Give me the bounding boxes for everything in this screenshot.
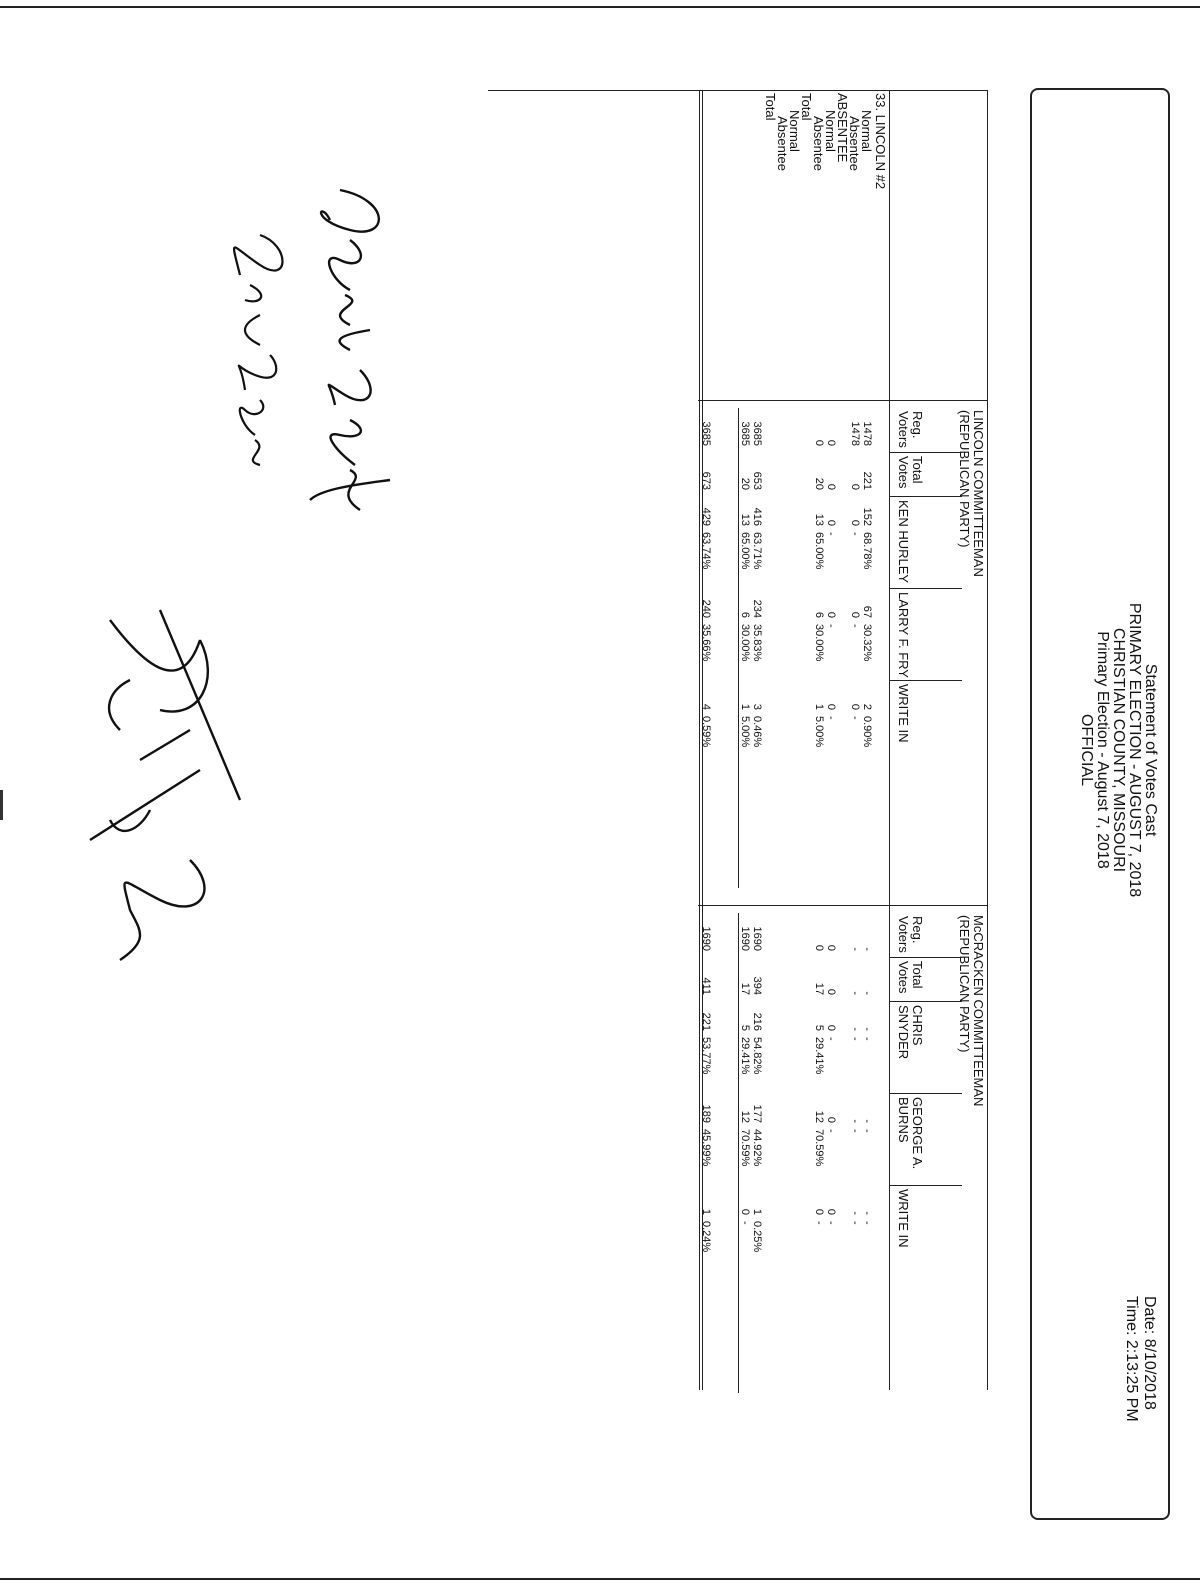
- table-cell-percent: 70.59%: [739, 1129, 751, 1167]
- table-cell: 0: [813, 439, 825, 446]
- table-cell: 12: [813, 1110, 825, 1123]
- table-cell: 1690: [700, 926, 712, 951]
- row-label: Total: [763, 93, 778, 121]
- column-header-line: BURNS: [896, 1097, 911, 1143]
- table-cell-percent: 63.71%: [751, 532, 763, 570]
- table-cell: 13: [813, 513, 825, 526]
- precinct-name: 33. LINCOLN #2: [873, 93, 888, 190]
- report-datetime: [1122, 1296, 1158, 1476]
- table-cell-percent: 30.00%: [739, 624, 751, 662]
- table-cell-percent: -: [861, 1037, 873, 1041]
- table-cell-percent: -: [849, 624, 861, 628]
- table-cell: 1: [813, 703, 825, 710]
- table-cell: 17: [813, 982, 825, 995]
- table-cell: 1478: [849, 421, 861, 446]
- column-header-line: GEORGE A.: [910, 1097, 925, 1170]
- section-title: McCRACKEN COMMITTEEMAN: [971, 915, 986, 1107]
- row-label: Absentee: [811, 116, 826, 171]
- table-cell: 20: [739, 477, 751, 490]
- table-cell-percent: -: [825, 716, 837, 720]
- row-label: Absentee: [775, 116, 790, 171]
- table-cell-percent: -: [825, 1129, 837, 1133]
- table-cell: 1: [751, 1208, 763, 1215]
- table-cell-percent: 0.25%: [751, 1221, 763, 1253]
- table-cell: 240: [700, 599, 712, 618]
- column-header-line: Voters: [896, 916, 911, 953]
- table-cell: 221: [700, 1012, 712, 1031]
- table-cell: 1: [739, 703, 751, 710]
- table-cell: 2: [861, 703, 873, 710]
- table-cell: 67: [861, 605, 873, 618]
- table-cell: 0: [849, 483, 861, 490]
- table-cell-percent: 5.00%: [813, 716, 825, 748]
- table-cell: 221: [861, 471, 873, 490]
- table-cell-percent: -: [849, 532, 861, 536]
- table-cell-percent: 35.66%: [700, 624, 712, 662]
- column-header-line: KEN HURLEY: [896, 500, 911, 584]
- column-header: [890, 957, 962, 1001]
- table-cell: -: [861, 947, 873, 951]
- table-cell: 216: [751, 1012, 763, 1031]
- table-cell: 0: [825, 439, 837, 446]
- table-cell: 17: [739, 982, 751, 995]
- statement-title: Statement of Votes Cast: [1142, 663, 1159, 837]
- column-header: [890, 408, 962, 452]
- table-left-rule: [488, 90, 988, 91]
- table-cell: 1690: [751, 926, 763, 951]
- table-cell-percent: 0.59%: [700, 716, 712, 748]
- section-title: LINCOLN COMMITTEEMAN: [971, 410, 986, 577]
- table-cell: 13: [739, 513, 751, 526]
- column-header-line: Reg.: [910, 916, 925, 944]
- table-cell: 0: [825, 483, 837, 490]
- column-header: [890, 496, 962, 588]
- table-cell-percent: 0.24%: [700, 1221, 712, 1253]
- column-header-line: Reg.: [910, 411, 925, 439]
- row-label: Normal: [859, 110, 874, 152]
- official-status: OFFICIAL: [1078, 713, 1095, 786]
- table-cell: 3685: [700, 421, 712, 446]
- table-cell: 4: [700, 703, 712, 710]
- table-cell: 20: [813, 477, 825, 490]
- table-cell-percent: -: [739, 1221, 751, 1225]
- column-header-line: Total: [910, 961, 925, 989]
- column-header-line: Voters: [896, 411, 911, 448]
- table-cell: -: [861, 1119, 873, 1123]
- table-cell: 6: [813, 611, 825, 618]
- table-cell: 429: [700, 507, 712, 526]
- table-cell: -: [849, 947, 861, 951]
- table-cell: 1690: [739, 926, 751, 951]
- table-cell: 0: [825, 944, 837, 951]
- table-cell: -: [849, 1027, 861, 1031]
- table-cell: -: [849, 991, 861, 995]
- column-header: [890, 1093, 962, 1185]
- report-date: Date: 8/10/2018: [1141, 1296, 1158, 1410]
- table-cell: 0: [825, 1116, 837, 1123]
- table-cell-percent: 30.00%: [813, 624, 825, 662]
- table-cell-percent: 5.00%: [739, 716, 751, 748]
- table-cell: 394: [751, 976, 763, 995]
- table-cell: -: [861, 991, 873, 995]
- row-label: Total: [799, 93, 814, 121]
- election-title: PRIMARY ELECTION - AUGUST 7, 2018: [1126, 602, 1143, 898]
- table-cell: -: [861, 1211, 873, 1215]
- table-cell-percent: 65.00%: [739, 532, 751, 570]
- table-cell-percent: 0.90%: [861, 716, 873, 748]
- table-cell-percent: 53.77%: [700, 1037, 712, 1075]
- table-cell: 0: [825, 519, 837, 526]
- table-cell: 0: [825, 703, 837, 710]
- column-header-line: Total: [910, 456, 925, 484]
- table-cell: 1478: [861, 421, 873, 446]
- signature-3: [60, 600, 260, 980]
- column-header: [890, 913, 962, 957]
- table-cell: -: [849, 1211, 861, 1215]
- table-cell: -: [861, 1027, 873, 1031]
- table-cell-percent: 68.78%: [861, 532, 873, 570]
- table-cell-percent: -: [825, 1221, 837, 1225]
- column-header-line: WRITE IN: [896, 1189, 911, 1248]
- table-cell-percent: 54.82%: [751, 1037, 763, 1075]
- county-name: CHRISTIAN COUNTY, MISSOURI: [1110, 627, 1127, 873]
- table-cell-percent: -: [813, 1221, 825, 1225]
- table-cell-percent: 70.59%: [813, 1129, 825, 1167]
- column-header-line: Votes: [896, 456, 911, 489]
- subtotal-rule: [738, 913, 739, 1393]
- row-label: Absentee: [847, 116, 862, 171]
- signature-1: [290, 180, 410, 540]
- table-cell-percent: 35.83%: [751, 624, 763, 662]
- table-cell-percent: 63.74%: [700, 532, 712, 570]
- section-separator: [698, 400, 988, 401]
- table-cell: 0: [825, 1024, 837, 1031]
- table-cell-percent: 29.41%: [813, 1037, 825, 1075]
- table-cell-percent: -: [849, 1221, 861, 1225]
- section-party: (REPUBLICAN PARTY): [957, 410, 972, 548]
- table-cell: 653: [751, 471, 763, 490]
- table-cell-percent: -: [861, 1129, 873, 1133]
- table-cell-percent: -: [825, 532, 837, 536]
- column-header-line: SNYDER: [896, 1005, 911, 1060]
- column-header-line: LARRY F. FRY: [896, 592, 911, 678]
- table-cell: 411: [700, 977, 712, 995]
- table-cell-percent: -: [849, 1037, 861, 1041]
- row-label: Normal: [823, 110, 838, 152]
- table-cell: 0: [813, 944, 825, 951]
- table-cell-percent: 44.92%: [751, 1129, 763, 1167]
- table-cell: 3685: [739, 421, 751, 446]
- table-cell: 3685: [751, 421, 763, 446]
- column-header-line: WRITE IN: [896, 684, 911, 743]
- table-cell: -: [849, 1119, 861, 1123]
- table-cell: 12: [739, 1110, 751, 1123]
- report-title: [1078, 300, 1158, 1200]
- table-cell-percent: -: [825, 1037, 837, 1041]
- table-cell: 0: [825, 988, 837, 995]
- table-cell-percent: 0.46%: [751, 716, 763, 748]
- election-subtitle: Primary Election - August 7, 2018: [1094, 631, 1111, 869]
- column-header: [890, 452, 962, 496]
- table-cell: 177: [751, 1104, 763, 1123]
- table-cell: 0: [849, 519, 861, 526]
- table-cell: 189: [700, 1104, 712, 1123]
- report-time: Time: 2:13:25 PM: [1123, 1296, 1140, 1422]
- table-cell: 0: [849, 611, 861, 618]
- table-cell: 416: [751, 507, 763, 526]
- table-cell-percent: -: [849, 716, 861, 720]
- table-cell: 5: [739, 1024, 751, 1031]
- table-top-rule: [987, 90, 988, 1390]
- column-header: [890, 680, 962, 772]
- section-separator: [698, 905, 988, 906]
- table-cell-percent: -: [861, 1221, 873, 1225]
- column-header: [890, 588, 962, 680]
- table-cell: 6: [739, 611, 751, 618]
- table-cell: 234: [751, 599, 763, 618]
- table-cell: 0: [825, 1208, 837, 1215]
- column-header-line: Votes: [896, 961, 911, 994]
- row-label: Normal: [787, 110, 802, 152]
- table-cell: 152: [861, 507, 873, 526]
- column-header: [890, 1185, 962, 1277]
- table-cell: 5: [813, 1024, 825, 1031]
- subtotal-rule: [738, 408, 739, 888]
- row-label: ABSENTEE: [835, 93, 850, 163]
- table-cell: 3: [751, 703, 763, 710]
- table-cell-percent: -: [825, 624, 837, 628]
- table-cell: 0: [813, 1208, 825, 1215]
- table-cell: 0: [825, 611, 837, 618]
- table-cell-percent: 30.32%: [861, 624, 873, 662]
- table-cell-percent: 29.41%: [739, 1037, 751, 1075]
- section-party: (REPUBLICAN PARTY): [957, 915, 972, 1053]
- table-cell-percent: -: [849, 1129, 861, 1133]
- column-header-line: CHRIS: [910, 1005, 925, 1046]
- table-cell: 673: [700, 471, 712, 490]
- table-cell: 0: [739, 1208, 751, 1215]
- table-cell: 0: [849, 703, 861, 710]
- table-cell-percent: 45.99%: [700, 1129, 712, 1167]
- table-cell: 1: [700, 1208, 712, 1215]
- signature-2: [210, 225, 300, 485]
- table-cell-percent: 65.00%: [813, 532, 825, 570]
- column-header: [890, 1001, 962, 1093]
